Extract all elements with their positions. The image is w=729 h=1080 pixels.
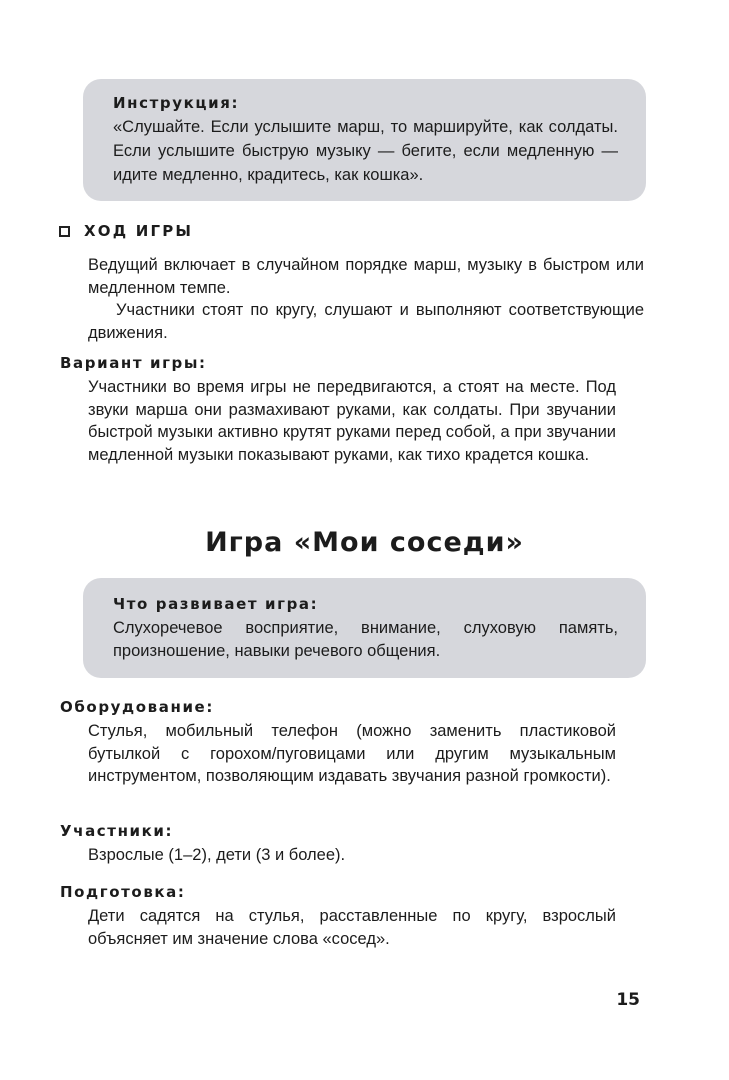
game-flow-paragraph-2: Участники стоят по кругу, слушают и выполняют соответствующие движения. [88,301,644,342]
variant-label: Вариант игры: [60,354,207,372]
game-flow-body [60,254,644,344]
preparation-text: Дети садятся на стулья, расставленные по кругу, взрослый объясняет им значение слова «сосед». [88,907,616,948]
participants-text: Взрослые (1–2), дети (3 и более). [88,846,346,864]
participants-label: Участники: [60,822,174,840]
variant-text: Участники во время игры не передвигаются, а стоят на месте. Под звуки марша они размахивают руками, как солдаты. При звучании быстрой музыки активно крутят руками перед собой, а при звучании медленной музыки показывают руками, как тихо крадется кошка. [88,378,616,464]
game-flow-paragraph-1: Ведущий включает в случайном порядке марш, музыку в быстром или медленном темпе. [88,256,644,297]
preparation-section [60,882,616,950]
game-flow-heading [59,222,193,240]
game-title: Игра «Мои соседи» [205,527,524,558]
develops-box [83,578,646,678]
equipment-label: Оборудование: [60,698,214,716]
develops-text: Слухоречевое восприятие, внимание, слуховую память, произношение, навыки речевого общения. [113,619,618,660]
variant-section [60,353,616,466]
instruction-text: «Слушайте. Если услышите марш, то маршируйте, как солдаты. Если услышите быструю музыку — бегите, если медленную — идите медленно, крадитесь, как кошка». [113,118,618,184]
instruction-box [83,79,646,201]
game-flow-title: ХОД ИГРЫ [84,222,194,240]
participants-section [60,821,616,867]
equipment-section [60,697,616,788]
equipment-text: Стулья, мобильный телефон (можно заменить пластиковой бутылкой с горохом/пуговицами или другим музыкальным инструментом, позволяющим издавать звучания разной громкости). [88,722,616,786]
page-number: 15 [616,990,640,1010]
checkbox-icon [59,226,70,237]
instruction-label: Инструкция: [113,94,240,112]
preparation-label: Подготовка: [60,883,186,901]
develops-label: Что развивает игра: [113,595,319,613]
